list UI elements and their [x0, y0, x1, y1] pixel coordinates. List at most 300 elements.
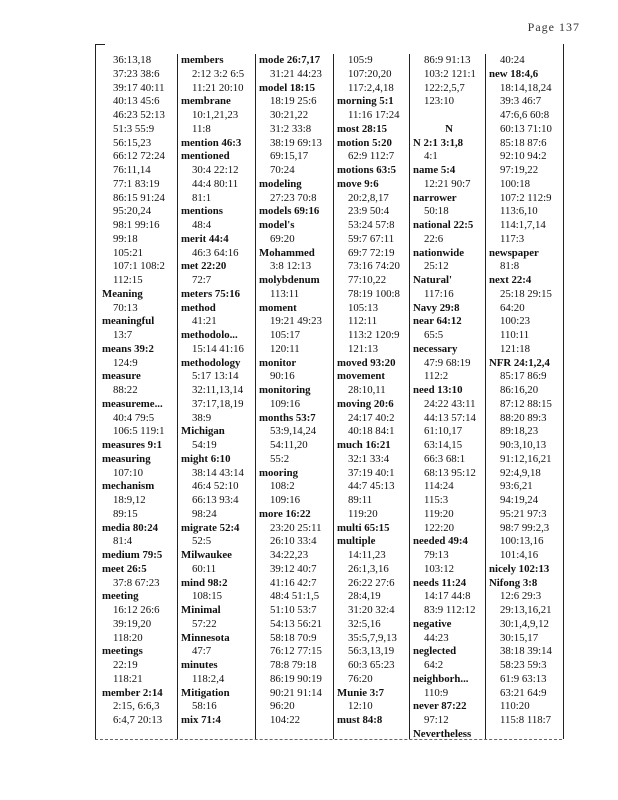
index-reference: 118:21	[113, 672, 143, 685]
index-reference: 86:19 90:19	[270, 672, 322, 685]
index-reference: 37:19 40:1	[348, 466, 395, 479]
index-term: Michigan	[181, 425, 225, 438]
index-term: movement	[337, 370, 385, 383]
index-reference: 40:24	[500, 54, 525, 66]
index-reference: 14:17 44:8	[424, 590, 471, 603]
index-term: mention 46:3	[181, 136, 242, 149]
index-reference: 48:4 51:1,5	[270, 590, 320, 603]
section-letter: N	[445, 122, 453, 135]
index-column-3	[255, 54, 333, 739]
index-reference: 89:18,23	[500, 425, 539, 438]
index-reference: 63:21 64:9	[500, 686, 547, 699]
index-reference: 90:21 91:14	[270, 686, 322, 699]
index-reference: 32:11,13,14	[192, 384, 244, 396]
index-term: Mitigation	[181, 686, 230, 699]
index-reference: 61:10,17	[424, 425, 463, 438]
index-reference: 95:20,24	[113, 205, 152, 218]
index-reference: 44:7 45:13	[348, 480, 395, 493]
index-reference: 39:19,20	[113, 617, 152, 630]
index-term: most 28:15	[337, 122, 388, 135]
index-reference: 18:14,18,24	[500, 81, 552, 94]
index-reference: 39:12 40:7	[270, 562, 317, 575]
index-reference: 3:8 12:13	[270, 260, 312, 273]
index-reference: 46:4 52:10	[192, 480, 239, 493]
index-term: necessary	[413, 342, 458, 355]
index-reference: 99:18	[113, 232, 138, 245]
index-reference: 41:21	[192, 315, 217, 328]
index-reference: 31:2 33:8	[270, 122, 312, 135]
index-reference: 48:4	[192, 219, 212, 231]
index-reference: 13:7	[113, 329, 133, 341]
index-reference: 91:12,16,21	[500, 452, 552, 465]
index-reference: 12:6 29:3	[500, 590, 542, 603]
index-column-2	[177, 54, 255, 739]
index-reference: 61:9 63:13	[500, 672, 547, 685]
index-reference: 115:3	[424, 494, 449, 506]
index-reference: 23:9 50:4	[348, 205, 390, 218]
index-reference: 38:14 43:14	[192, 466, 244, 479]
index-reference: 105:17	[270, 329, 300, 341]
index-term: media 80:24	[102, 521, 159, 534]
index-reference: 105:13	[348, 301, 378, 314]
index-term: nationwide	[413, 246, 464, 259]
page-number: Page 137	[527, 20, 580, 34]
index-term: monitor	[259, 356, 297, 369]
index-term: method	[181, 301, 216, 314]
index-term: moment	[259, 301, 297, 314]
index-reference: 62:9 112:7	[348, 150, 395, 163]
index-reference: 94:19,24	[500, 494, 539, 506]
index-reference: 58:16	[192, 700, 217, 713]
index-column-6	[485, 54, 562, 739]
index-reference: 29:13,16,21	[500, 604, 552, 616]
index-term: motion 5:20	[337, 136, 392, 149]
index-reference: 98:1 99:16	[113, 219, 160, 231]
index-reference: 119:20	[424, 507, 454, 520]
index-reference: 108:2	[270, 480, 295, 493]
index-term: neglected	[413, 645, 457, 658]
index-reference: 54:11,20	[270, 439, 308, 451]
index-term: moving 20:6	[337, 397, 394, 410]
index-reference: 44:13 57:14	[424, 411, 476, 424]
index-term: meeting	[102, 590, 139, 603]
index-reference: 38:18 39:14	[500, 645, 552, 658]
index-reference: 108:15	[192, 590, 222, 603]
index-reference: 64:2	[424, 659, 444, 671]
index-reference: 100:18	[500, 177, 530, 190]
index-reference: 117:2,4,18	[348, 81, 394, 94]
index-reference: 105:21	[113, 246, 143, 259]
index-reference: 97:19,22	[500, 164, 539, 176]
index-reference: 26:1,3,16	[348, 562, 389, 575]
index-reference: 12:10	[348, 700, 373, 713]
index-term: mooring	[259, 466, 298, 479]
index-reference: 50:18	[424, 205, 449, 218]
index-reference: 78:19 100:8	[348, 287, 400, 300]
index-reference: 28:4,19	[348, 590, 381, 603]
index-reference: 11:16 17:24	[348, 109, 400, 121]
index-reference: 72:7	[192, 274, 212, 286]
index-term: might 6:10	[181, 452, 231, 465]
index-reference: 112:15	[113, 274, 143, 286]
index-term: neighborh...	[413, 672, 469, 685]
index-reference: 28:10,11	[348, 384, 386, 396]
index-reference: 24:22 43:11	[424, 397, 476, 410]
index-reference: 47:7	[192, 645, 212, 658]
index-reference: 15:14 41:16	[192, 342, 244, 355]
index-reference: 24:17 40:2	[348, 411, 395, 424]
index-term: need 13:10	[413, 384, 463, 396]
index-term: meetings	[102, 645, 143, 658]
index-reference: 109:16	[270, 397, 300, 410]
index-reference: 88:20 89:3	[500, 411, 547, 424]
index-reference: 70:24	[270, 164, 295, 176]
index-reference: 121:13	[348, 342, 378, 355]
index-reference: 69:7 72:19	[348, 246, 395, 259]
index-reference: 66:12 72:24	[113, 150, 165, 163]
index-reference: 100:13,16	[500, 535, 544, 548]
index-reference: 56:3,13,19	[348, 645, 395, 658]
index-reference: 14:11,23	[348, 549, 386, 561]
index-reference: 47:9 68:19	[424, 356, 471, 369]
index-term: modeling	[259, 177, 302, 190]
index-reference: 105:9	[348, 54, 373, 66]
index-reference: 76:11,14	[113, 164, 151, 176]
index-reference: 109:16	[270, 494, 300, 506]
index-reference: 73:16 74:20	[348, 260, 400, 273]
index-term: Mohammed	[259, 246, 315, 259]
index-reference: 107:10	[113, 466, 143, 479]
index-reference: 37:8 67:23	[113, 576, 160, 589]
index-reference: 25:18 29:15	[500, 287, 552, 300]
index-reference: 40:18 84:1	[348, 425, 395, 438]
index-term: needs 11:24	[413, 576, 467, 589]
index-reference: 52:5	[192, 535, 212, 548]
index-reference: 38:9	[192, 411, 212, 424]
index-reference: 114:1,7,14	[500, 219, 546, 231]
index-term: never 87:22	[413, 700, 467, 713]
index-term: molybdenum	[259, 274, 320, 286]
index-reference: 81:1	[192, 191, 212, 204]
index-reference: 112:11	[348, 315, 378, 328]
index-reference: 46:3 64:16	[192, 246, 239, 259]
index-reference: 85:17 86:9	[500, 370, 547, 383]
index-reference: 119:20	[348, 507, 378, 520]
index-term: multiple	[337, 535, 376, 548]
index-reference: 18:19 25:6	[270, 95, 317, 108]
index-reference: 95:21 97:3	[500, 507, 547, 520]
index-reference: 117:3	[500, 232, 525, 245]
index-reference: 121:18	[500, 342, 530, 355]
index-reference: 51:3 55:9	[113, 122, 155, 135]
index-reference: 31:20 32:4	[348, 604, 395, 616]
index-term: Natural'	[413, 274, 452, 286]
index-column-4	[333, 54, 409, 739]
index-term: mode 26:7,17	[259, 54, 321, 66]
index-reference: 58:18 70:9	[270, 631, 317, 644]
index-reference: 81:4	[113, 535, 133, 548]
index-reference: 110:20	[500, 700, 530, 713]
index-reference: 100:23	[500, 315, 530, 328]
index-reference: 18:9,12	[113, 494, 146, 506]
index-term: measureme...	[102, 397, 163, 410]
index-reference: 36:13,18	[113, 54, 152, 66]
index-reference: 6:4,7 20:13	[113, 714, 163, 726]
index-reference: 54:13 56:21	[270, 617, 322, 630]
index-reference: 68:13 95:12	[424, 466, 476, 479]
index-reference: 41:16 42:7	[270, 576, 317, 589]
index-reference: 60:3 65:23	[348, 659, 395, 671]
index-term: must 84:8	[337, 714, 383, 726]
index-term: mechanism	[102, 480, 155, 493]
index-reference: 22:6	[424, 232, 444, 245]
index-term: nicely 102:13	[489, 562, 550, 575]
index-reference: 107:1 108:2	[113, 260, 165, 273]
index-reference: 23:20 25:11	[270, 521, 322, 534]
index-term: medium 79:5	[102, 549, 163, 561]
index-reference: 40:13 45:6	[113, 95, 160, 108]
index-reference: 32:1 33:4	[348, 452, 390, 465]
index-term: meaningful	[102, 315, 155, 328]
index-reference: 113:6,10	[500, 205, 538, 218]
index-term: motions 63:5	[337, 164, 397, 176]
index-reference: 118:2,4	[192, 672, 225, 685]
index-term: negative	[413, 617, 452, 630]
index-reference: 60:11	[192, 562, 217, 575]
index-reference: 2:15, 6:6,3	[113, 700, 160, 713]
index-term: newspaper	[489, 246, 539, 259]
index-reference: 37:17,18,19	[192, 397, 244, 410]
index-reference: 54:19	[192, 439, 217, 451]
index-reference: 76:20	[348, 672, 373, 685]
index-reference: 81:8	[500, 260, 520, 273]
index-reference: 60:13 71:10	[500, 122, 552, 135]
index-term: measuring	[102, 452, 151, 465]
index-term: members	[181, 54, 224, 66]
index-reference: 66:13 93:4	[192, 494, 239, 506]
index-term: move 9:6	[337, 177, 379, 190]
index-reference: 118:20	[113, 631, 143, 644]
index-reference: 77:1 83:19	[113, 177, 160, 190]
index-term: meet 26:5	[102, 562, 147, 575]
index-term: months 53:7	[259, 411, 316, 424]
index-reference: 44:4 80:11	[192, 177, 239, 190]
index-term: monitoring	[259, 384, 311, 396]
index-reference: 92:4,9,18	[500, 466, 541, 479]
index-reference: 63:14,15	[424, 439, 463, 451]
index-term: Milwaukee	[181, 549, 232, 561]
index-reference: 79:13	[424, 549, 449, 561]
index-reference: 2:12 3:2 6:5	[192, 67, 245, 80]
index-reference: 37:23 38:6	[113, 67, 160, 80]
index-term: much 16:21	[337, 439, 391, 451]
index-reference: 30:4 22:12	[192, 164, 239, 176]
index-reference: 40:4 79:5	[113, 411, 155, 424]
index-term: models 69:16	[259, 205, 320, 218]
index-reference: 98:7 99:2,3	[500, 521, 550, 534]
index-reference: 65:5	[424, 329, 444, 341]
index-reference: 31:21 44:23	[270, 67, 322, 80]
index-reference: 39:17 40:11	[113, 81, 165, 94]
index-reference: 101:4,16	[500, 549, 539, 561]
index-term: minutes	[181, 659, 218, 671]
index-reference: 47:6,6 60:8	[500, 109, 550, 121]
index-reference: 113:2 120:9	[348, 329, 400, 341]
index-reference: 53:9,14,24	[270, 425, 317, 438]
index-reference: 96:20	[270, 700, 295, 713]
index-reference: 20:2,8,17	[348, 191, 389, 204]
index-reference: 69:15,17	[270, 150, 309, 163]
index-reference: 120:11	[270, 342, 300, 355]
index-reference: 87:12 88:15	[500, 397, 552, 410]
index-reference: 70:13	[113, 301, 138, 314]
index-reference: 123:10	[424, 95, 454, 108]
index-term: measures 9:1	[102, 439, 163, 451]
index-reference: 76:12 77:15	[270, 645, 322, 658]
index-term: national 22:5	[413, 219, 474, 231]
index-reference: 89:11	[348, 494, 373, 506]
index-reference: 97:12	[424, 714, 449, 726]
index-term: mind 98:2	[181, 576, 228, 589]
index-reference: 90:16	[270, 370, 295, 383]
index-reference: 103:12	[424, 562, 454, 575]
index-reference: 51:10 53:7	[270, 604, 317, 616]
index-reference: 59:7 67:11	[348, 232, 395, 245]
index-reference: 22:19	[113, 659, 138, 671]
index-reference: 57:22	[192, 617, 217, 630]
index-reference: 104:22	[270, 714, 300, 726]
index-reference: 98:24	[192, 507, 217, 520]
bottom-rule	[95, 739, 562, 740]
index-reference: 32:5,16	[348, 617, 381, 630]
index-reference: 26:10 33:4	[270, 535, 317, 548]
index-reference: 16:12 26:6	[113, 604, 160, 616]
index-term: Navy 29:8	[413, 301, 460, 314]
index-term: met 22:20	[181, 260, 227, 273]
index-reference: 122:2,5,7	[424, 81, 465, 94]
index-reference: 78:8 79:18	[270, 659, 317, 671]
index-term: Minimal	[181, 604, 221, 616]
index-reference: 25:12	[424, 260, 449, 273]
index-term: means 39:2	[102, 342, 154, 355]
index-reference: 46:23 52:13	[113, 109, 165, 121]
index-reference: 39:3 46:7	[500, 95, 542, 108]
index-term: morning 5:1	[337, 95, 394, 108]
index-term: new 18:4,6	[489, 67, 539, 80]
index-reference: 11:8	[192, 122, 211, 135]
index-reference: 56:15,23	[113, 136, 152, 149]
index-column-5	[409, 54, 485, 739]
index-reference: 112:2	[424, 370, 449, 383]
index-reference: 90:3,10,13	[500, 439, 547, 451]
index-reference: 83:9 112:12	[424, 604, 476, 616]
index-reference: 114:24	[424, 480, 454, 493]
index-term: mentions	[181, 205, 223, 218]
index-reference: 106:5 119:1	[113, 425, 165, 438]
index-reference: 107:2 112:9	[500, 191, 552, 204]
index-term: model's	[259, 219, 295, 231]
index-reference: 110:11	[500, 329, 530, 341]
index-reference: 30:21,22	[270, 109, 309, 121]
index-term: meters 75:16	[181, 287, 241, 300]
index-term: migrate 52:4	[181, 521, 240, 534]
index-reference: 53:24 57:8	[348, 219, 395, 231]
index-reference: 66:3 68:1	[424, 452, 466, 465]
index-reference: 4:1	[424, 150, 438, 163]
index-term: needed 49:4	[413, 535, 468, 548]
index-reference: 110:9	[424, 686, 449, 699]
index-reference: 30:15,17	[500, 631, 539, 644]
index-term: narrower	[413, 191, 457, 204]
index-reference: 12:21 90:7	[424, 177, 471, 190]
index-term: merit 44:4	[181, 232, 229, 245]
index-reference: 35:5,7,9,13	[348, 631, 397, 644]
index-reference: 86:9 91:13	[424, 54, 471, 66]
index-reference: 92:10 94:2	[500, 150, 547, 163]
index-term: Nevertheless	[413, 727, 472, 739]
index-reference: 19:21 49:23	[270, 315, 322, 328]
index-reference: 107:20,20	[348, 67, 392, 80]
index-reference: 10:1,21,23	[192, 109, 239, 121]
index-reference: 122:20	[424, 521, 454, 534]
index-term: mentioned	[181, 150, 230, 163]
index-reference: 113:11	[270, 287, 300, 300]
index-reference: 117:16	[424, 287, 454, 300]
index-term: Munie 3:7	[337, 686, 385, 699]
index-reference: 26:22 27:6	[348, 576, 395, 589]
index-term: measure	[102, 370, 141, 383]
index-reference: 103:2 121:1	[424, 67, 476, 80]
index-term: model 18:15	[259, 81, 316, 94]
index-term: name 5:4	[413, 164, 456, 176]
index-reference: 85:18 87:6	[500, 136, 547, 149]
index-term: NFR 24:1,2,4	[489, 356, 550, 369]
index-reference: 27:23 70:8	[270, 191, 317, 204]
index-term: Nifong 3:8	[489, 576, 538, 589]
index-reference: 11:21 20:10	[192, 81, 244, 94]
index-term: multi 65:15	[337, 521, 390, 534]
index-reference: 93:6,21	[500, 480, 533, 493]
index-reference: 77:10,22	[348, 274, 387, 286]
index-term: Meaning	[102, 287, 143, 300]
index-term: methodolo...	[181, 329, 238, 341]
index-reference: 69:20	[270, 232, 295, 245]
index-term: more 16:22	[259, 507, 311, 520]
index-term: moved 93:20	[337, 356, 396, 369]
index-reference: 58:23 59:3	[500, 659, 547, 671]
index-reference: 86:15 91:24	[113, 191, 165, 204]
index-reference: 115:8 118:7	[500, 714, 552, 726]
index-column-1	[99, 54, 177, 739]
index-term: member 2:14	[102, 686, 163, 699]
index-reference: 5:17 13:14	[192, 370, 239, 383]
index-term: mix 71:4	[181, 714, 221, 726]
index-term: near 64:12	[413, 315, 462, 328]
index-term: N 2:1 3:1,8	[413, 136, 464, 149]
index-term: methodology	[181, 356, 241, 369]
index-reference: 34:22,23	[270, 549, 309, 561]
index-reference	[413, 109, 485, 123]
index-reference: 55:2	[270, 452, 290, 465]
index-reference: 30:1,4,9,12	[500, 617, 549, 630]
index-reference: 64:20	[500, 301, 525, 314]
index-reference: 89:15	[113, 507, 138, 520]
index-reference: 86:16,20	[500, 384, 539, 396]
index-reference: 38:19 69:13	[270, 136, 322, 149]
index-term: next 22:4	[489, 274, 532, 286]
index-reference: 88:22	[113, 384, 138, 396]
index-reference: 124:9	[113, 356, 138, 369]
